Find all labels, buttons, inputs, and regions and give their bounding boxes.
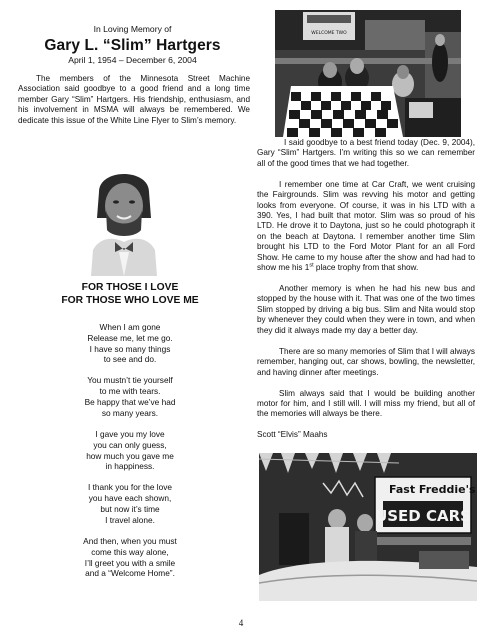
poem-line: And then, when you must (83, 535, 177, 546)
poem-stanza (48, 429, 212, 472)
intro-paragraph: The members of the Minnesota Street Machine Association said goodbye to a good friend and a long time member Gary “Slim” Hartgers. His friendship, enthusiasm, and his involvement in MSMA will always be remembered. We dedicate this issue of the White Line Flyer to Slim’s memory. (18, 74, 250, 125)
article-paragraph: I said goodbye to a best friend today (Dec. 9, 2004), Gary “Slim” Hartgers. I’m writing this so we can remember all of the good times that we had together. (257, 138, 475, 168)
article-paragraph: Slim always said that I would be building another motor for him, and I still will. I will miss my friend, but all of the memories will always be there. (257, 388, 475, 419)
page-number: 4 (238, 618, 244, 628)
poem-title-line: FOR THOSE WHO LOVE ME (61, 295, 199, 306)
car-show-booth-photo (275, 10, 461, 137)
poem-line: to me with tears. (99, 386, 161, 397)
memorial-intro (18, 74, 250, 126)
poem-title (20, 281, 240, 307)
poem-line: I have so many things (89, 343, 171, 354)
poem-line: I’ll greet you with a smile (84, 557, 176, 568)
poem-line: to see and do. (103, 354, 157, 365)
memorial-dates: April 1, 1954 – December 6, 2004 (68, 55, 197, 65)
article-paragraph: There are so many memories of Slim that I will always remember, hanging out, car shows, bowling, the newsletter, and having dinner after meetings. (257, 346, 475, 377)
poem-line: how much you gave me (86, 450, 174, 461)
poem-line: I thank you for the love (88, 482, 172, 493)
ordinal-suffix: st (309, 262, 314, 269)
poem-line: you can only guess, (93, 439, 167, 450)
article-signature: Scott “Elvis” Maahs (257, 430, 328, 440)
poem-line: When I am gone (99, 322, 161, 332)
poem-line: in happiness. (105, 461, 155, 472)
poem-stanza (48, 375, 212, 418)
memorial-title: Gary L. “Slim” Hartgers (44, 37, 221, 54)
poem-line: you have each shown, (88, 493, 172, 504)
poem-title-line: FOR THOSE I LOVE (81, 282, 179, 293)
poem-stanza (48, 482, 212, 525)
article-paragraph: Another memory is when he had his new bus and stopped by the house with it. That was one of the two times Slim stopped by driving a big bus. Slim and Nita would stop by whenever they could when they were in town, and when they did it always made my day a better day. (257, 284, 475, 335)
used-cars-booth-photo (259, 453, 477, 601)
booth-sign-text: WELCOME TWO (311, 31, 347, 36)
poem-line: so many years. (101, 407, 159, 418)
poem-line: but now it’s time (100, 504, 160, 515)
memorial-kicker: In Loving Memory of (93, 24, 172, 34)
poem-stanza (48, 322, 212, 365)
poem-line: I travel alone. (105, 514, 155, 525)
article-paragraph-tail: place trophy from that show. (313, 263, 419, 273)
poem-stanza (48, 536, 212, 579)
poem-line: You mustn’t tie yourself (87, 375, 173, 386)
used-cars-sign-line2: USED CARS (375, 507, 471, 525)
article-body (257, 138, 475, 441)
poem (48, 322, 212, 589)
poem-line: Be happy that we’ve had (84, 397, 176, 408)
used-cars-sign-line1: Fast Freddie's (389, 483, 476, 496)
article-paragraph (257, 180, 475, 274)
poem-line: Release me, let me go. (87, 332, 173, 343)
article-paragraph-text: I remember one time at Car Craft, we went cruising the Fairgrounds. Slim was revving his motor and getting looks from everyone. Of course, it was in his LTD with a 390. Yes, I had built that motor. Slim was so proud of his LTD. He drove it to Daytona, just so he could photograph it on the beach at Daytona. I remember another time Slim brought his LTD to the Ford Motor Plant for an all Ford Show. He came to my house after the show and had had to show me his 1 (257, 179, 475, 273)
poem-line: and a “Welcome Home”. (85, 568, 175, 579)
portrait-photo (89, 158, 159, 276)
poem-line: come this way alone, (91, 546, 169, 557)
poem-line: I gave you my love (95, 428, 165, 439)
